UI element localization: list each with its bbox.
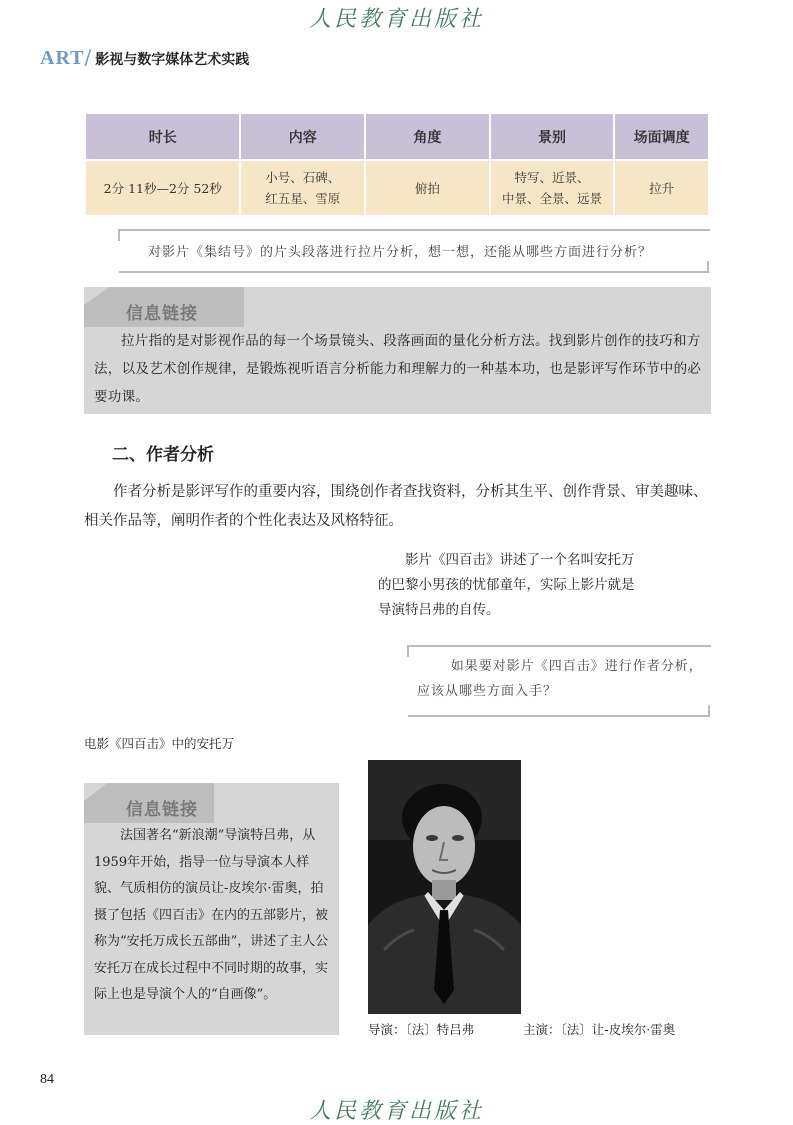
cell-content-line1: 小号、石碑、 [265,170,341,185]
director-portrait-photo [368,760,521,1014]
section-title: 二、作者分析 [112,445,214,465]
header-title: 影视与数字媒体艺术实践 [95,52,250,68]
actor-credit: 主演：〔法〕让-皮埃尔·雷奥 [523,1022,676,1037]
info-title-1: 信息链接 [126,304,198,324]
cell-angle: 俯拍 [366,161,489,215]
header-staging: 场面调度 [615,114,708,161]
cell-staging: 拉升 [615,161,708,215]
page-header [40,45,249,70]
shot-analysis-table [84,114,710,215]
info-link-box-1 [84,287,711,414]
cell-duration: 2分 11秒—2分 52秒 [86,161,239,215]
think-box-1 [118,229,710,273]
side-note: 影片《四百击》讲述了一个名叫安托万的巴黎小男孩的忧郁童年，实际上影片就是导演特吕弗的自传。 [378,552,635,618]
header-angle: 角度 [366,114,489,161]
cell-shot-line2: 中景、全景、远景 [501,191,602,206]
think-box-2-text: 如果要对影片《四百击》进行作者分析，应该从哪些方面入手？ [417,659,703,699]
cell-content [241,161,364,215]
table-header-row [86,114,708,161]
header-shot-size: 景别 [491,114,614,161]
think-box-1-text: 对影片《集结号》的片头段落进行拉片分析，想一想，还能从哪些方面进行分析？ [148,245,653,260]
header-content: 内容 [241,114,364,161]
cell-shot-size [491,161,614,215]
body-paragraph: 作者分析是影评写作的重要内容，围绕创作者查找资料，分析其生平、创作背景、审美趣味、相关作品等，阐明作者的个性化表达及风格特征。 [84,484,708,529]
cell-shot-line1: 特写、近景、 [514,170,590,185]
director-credit: 导演：〔法〕特吕弗 [368,1022,475,1037]
info-body-1: 拉片指的是对影视作品的每一个场景镜头、段落画面的量化分析方法。找到影片创作的技巧和方法，以及艺术创作规律，是锻炼视听语言分析能力和理解力的一种基本功，也是影评写作环节中的必要功课。 [94,333,702,405]
info-title-2: 信息链接 [126,800,198,820]
header-brand: ART [40,47,85,69]
publisher-logo-top: 人民教育出版社 [308,7,484,32]
info-body-2: 法国著名“新浪潮”导演特吕弗，从1959年开始，指导一位与导演本人样貌、气质相仿的演员让-皮埃尔·雷奥，拍摄了包括《四百击》在内的五部影片，被称为“安托万成长五部曲”，讲述了主人公安托万在成长过程中不同时期的故事，实际上也是导演个人的“自画像”。 [94,828,329,1002]
portrait-illustration [368,760,521,1014]
info-link-box-2 [84,783,339,1035]
image-caption: 电影《四百击》中的安托万 [84,736,235,751]
cell-content-line2: 红五星、雪原 [265,191,341,206]
think-box-2 [407,645,711,717]
header-slash: / [84,45,92,69]
page-number: 84 [40,1072,54,1087]
table-row [86,161,708,215]
header-duration: 时长 [86,114,239,161]
publisher-logo-bottom: 人民教育出版社 [308,1099,484,1124]
